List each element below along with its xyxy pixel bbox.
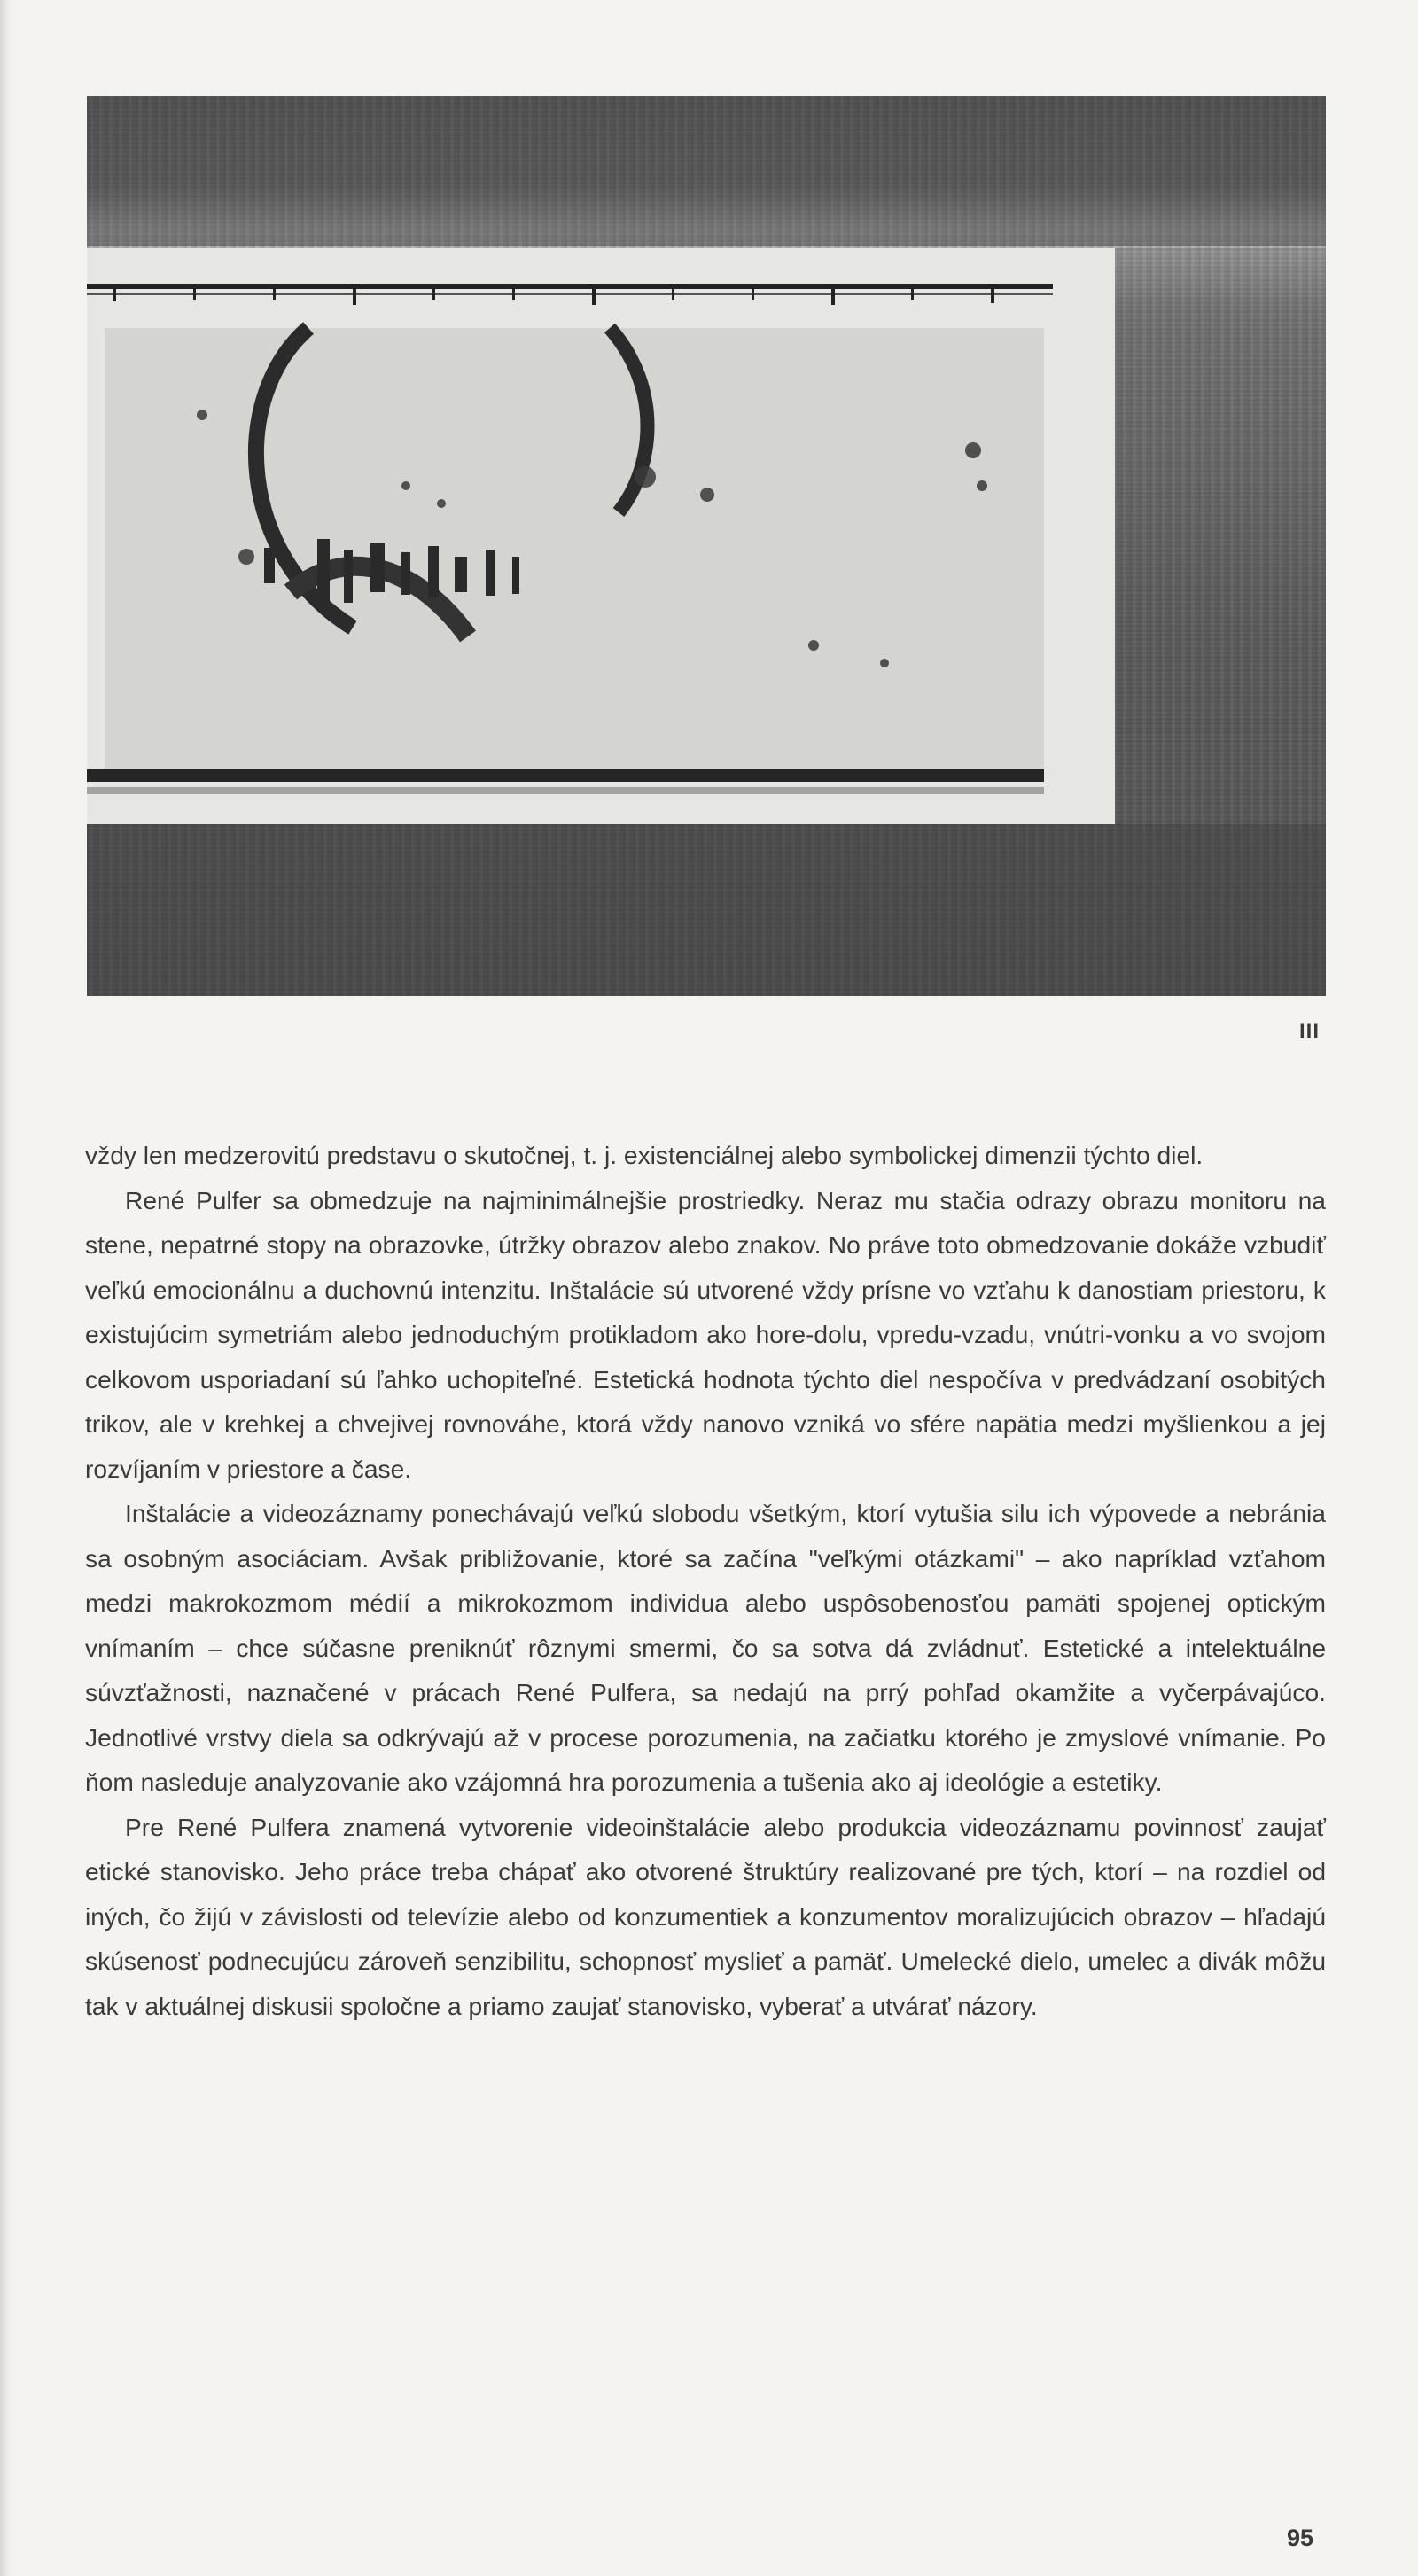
video-still-photo	[87, 96, 1326, 996]
paragraph: vždy len medzerovitú predstavu o skutočnej, t. j. existenciálnej alebo symbolickej dimenzii týchto diel.	[85, 1141, 1204, 1169]
paragraph: Pre René Pulfera znamená vytvorenie videoinštalácie alebo produkcia videozáznamu povinnosť zaujať etické stanovisko. Jeho práce treba chápať ako otvorené štruktúry realizované pre tých, ktorí – na rozdiel od iných, čo žijú v závislosti od televízie alebo od konzumentiek a konzumentov moralizujúcich obrazov – hľadajú skúsenosť podnecujúcu zároveň senzibilitu, schopnosť myslieť a pamäť. Umelecké dielo, umelec a divák môžu tak v aktuálnej diskusii spoločne a priamo zaujať stanovisko, vyberať a utvárať názory.	[85, 1812, 1326, 2020]
figure-label: III	[1299, 1019, 1321, 1043]
book-spine-shadow	[0, 0, 12, 2576]
paragraph: Inštalácie a videozáznamy ponechávajú veľkú slobodu všetkým, ktorí vytušia silu ich výpovede a nebránia sa osobným asociáciam. Avšak približovanie, ktoré sa začína "veľkými otázkami" – ako napríklad vzťahom medzi makrokozmom médií a mikrokozmom individua alebo uspôsobenosťou pamäti spojenej optickým vnímaním – chce súčasne preniknúť rôznymi smermi, čo sa sotva dá zvládnuť. Estetické a intelektuálne súvzťažnosti, naznačené v prácach René Pulfera, sa nedajú na prrý pohľad okamžite a vyčerpávajúco. Jednotlivé vrstvy diela sa odkrývajú až v procese porozumenia, na začiatku ktorého je zmyslové vnímanie. Po ňom nasleduje analyzovanie ako vzájomná hra porozumenia a tušenia ako aj ideológie a estetiky.	[85, 1499, 1326, 1796]
video-still-icon	[87, 96, 1326, 996]
page-number: 95	[1287, 2525, 1314, 2551]
article-body	[85, 1133, 1326, 2028]
paragraph: René Pulfer sa obmedzuje na najminimálnejšie prostriedky. Neraz mu stačia odrazy obrazu monitoru na stene, nepatrné stopy na obrazovke, útržky obrazov alebo znakov. No práve toto obmedzovanie dokáže vzbudiť veľkú emocionálnu a duchovnú intenzitu. Inštalácie sú utvorené vždy prísne vo vzťahu k danostiam priestoru, k existujúcim symetriám alebo jednoduchým protikladom ako hore-dolu, vpredu-vzadu, vnútri-vonku a vo svojom celkovom usporiadaní sú ľahko uchopiteľné. Estetická hodnota týchto diel nespočíva v predvádzaní osobitých trikov, ale v krehkej a chvejivej rovnováhe, ktorá vždy nanovo vzniká vo sfére napätia medzi myšlienkou a jej rozvíjaním v priestore a čase.	[85, 1185, 1326, 1483]
